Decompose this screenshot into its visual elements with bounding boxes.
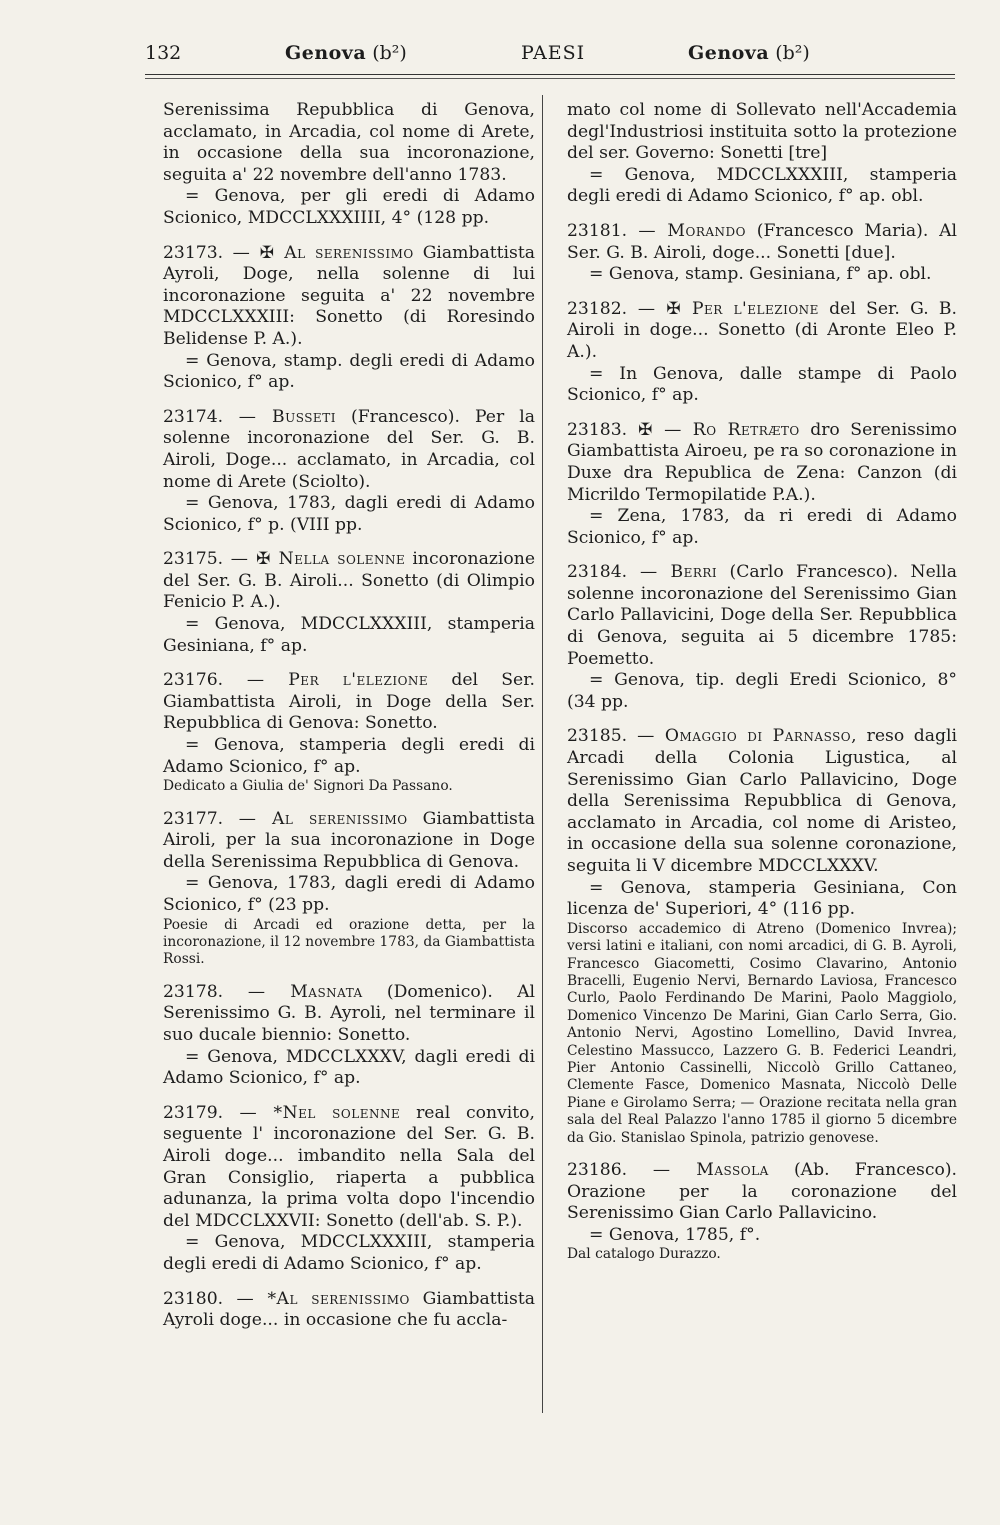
entry-heading: — *Al serenissimo bbox=[223, 1288, 410, 1309]
entry-title: Giambattista Ayroli doge... in occasione che fu accla- bbox=[163, 1288, 535, 1331]
header-right-title bbox=[688, 42, 810, 64]
entry-heading: — Morando bbox=[627, 220, 746, 241]
header-rule bbox=[145, 74, 955, 75]
entry-title: Giambattista Ayroli, Doge, nella solenne di lui incoronazione seguita a' 22 novembre MDCCLXXXIII: Sonetto (di Roresindo Belidense P. A.). bbox=[163, 242, 536, 349]
entry-number: 23181. bbox=[567, 220, 628, 241]
entry-text bbox=[163, 809, 535, 874]
entry-text bbox=[163, 982, 535, 1047]
entry-title: (Francesco). Per la solenne incoronazione del Ser. G. B. Airoli, Doge... acclamato, in Arcadia, col nome di Arete (Sciolto). bbox=[163, 406, 536, 492]
entry-title: del Ser. G. B. Airoli in doge... Sonetto (di Aronte Eleo P. A.). bbox=[567, 298, 957, 362]
entry-heading: — Omaggio di Parnasso, bbox=[627, 726, 858, 747]
entry-23181 bbox=[567, 221, 957, 286]
column-divider bbox=[542, 95, 543, 1413]
entry-heading: — Al serenissimo bbox=[223, 808, 408, 829]
entry-number: 23186. bbox=[567, 1160, 628, 1181]
entry-23186 bbox=[567, 1160, 957, 1264]
entry-text bbox=[567, 1160, 957, 1225]
entry-heading: — Per l'elezione bbox=[223, 670, 429, 691]
entry-imprint: = Genova, MDCCLXXXIII, stamperia Gesiniana, f° ap. bbox=[163, 614, 535, 656]
entry-imprint: = Genova, 1783, dagli eredi di Adamo Scionico, f° p. (VIII pp. bbox=[163, 493, 535, 535]
entry-heading: — *Nel solenne bbox=[223, 1102, 401, 1123]
entry-title: incoronazione del Ser. G. B. Airoli... Sonetto (di Olimpio Fenicio P. A.). bbox=[163, 549, 535, 613]
entry-heading: — Busseti bbox=[223, 406, 336, 427]
entry-title: (Domenico). Al Serenissimo G. B. Ayroli, nel terminare il suo ducale biennio: Sonetto. bbox=[163, 981, 535, 1045]
entry-imprint: = Genova, MDCCLXXXIII, stamperia degli eredi di Adamo Scionico, f° ap. obl. bbox=[567, 164, 957, 207]
entry-text bbox=[163, 243, 535, 351]
entry-title: (Carlo Francesco). Nella solenne incoronazione del Serenissimo Gian Carlo Pallavicini, Doge della Ser. Repubblica di Genova, seguita ai 5 dicembre 1785: Poemetto. bbox=[567, 562, 957, 669]
header-section: PAESI bbox=[521, 42, 586, 64]
entry-number: 23182. bbox=[567, 298, 628, 319]
entry-imprint: = Genova, 1785, f°. bbox=[589, 1224, 761, 1245]
entry-imprint: = Genova, 1783, dagli eredi di Adamo Scionico, f° (23 pp. bbox=[163, 873, 535, 915]
entry-title: real convito, seguente l' incoronazione del Ser. G. B. Airoli doge... imbandito nella Sala del Gran Consiglio, riaperta a pubblica adunanza, la prima volta dopo l'incendio del MDCCLXXVII: Sonetto (dell'ab. S. P.). bbox=[163, 1102, 535, 1231]
entry-note: Dedicato a Giulia de' Signori Da Passano. bbox=[163, 778, 453, 795]
entry-number: 23184. bbox=[567, 562, 628, 583]
entry-text bbox=[163, 407, 535, 493]
entry-note: Dal catalogo Durazzo. bbox=[567, 1246, 721, 1263]
entry-text bbox=[163, 670, 535, 735]
entry-heading: — ✠ Nella solenne bbox=[223, 549, 406, 570]
entry-number: 23177. bbox=[163, 808, 224, 829]
page-number: 132 bbox=[145, 42, 182, 64]
header-right-name: Genova bbox=[688, 42, 770, 64]
entry-note: Poesie di Arcadi ed orazione detta, per la incoronazione, il 12 novembre 1783, da Giambattista Rossi. bbox=[163, 916, 535, 968]
entry-23176 bbox=[163, 670, 535, 795]
header-left-title bbox=[285, 42, 407, 64]
entry-heading: — Masnata bbox=[223, 981, 363, 1002]
header-rule-thin bbox=[145, 78, 955, 79]
entry-number: 23178. bbox=[163, 981, 224, 1002]
entry-text bbox=[567, 299, 957, 364]
entry-continued bbox=[567, 100, 957, 208]
entry-23184 bbox=[567, 562, 957, 713]
entry-imprint: = Genova, tip. degli Eredi Scionico, 8° (34 pp. bbox=[567, 670, 957, 712]
entry-title: (Ab. Francesco). Orazione per la coronazione del Serenissimo Gian Carlo Pallavicino. bbox=[567, 1160, 957, 1224]
entry-text bbox=[163, 549, 535, 614]
header-left-name: Genova bbox=[285, 42, 367, 64]
entry-23175 bbox=[163, 549, 535, 657]
entry-number: 23175. bbox=[163, 549, 224, 570]
running-header bbox=[145, 42, 955, 72]
entry-number: 23176. bbox=[163, 670, 224, 691]
entry-heading: — Berri bbox=[627, 562, 718, 583]
entry-number: 23174. bbox=[163, 406, 224, 427]
entry-imprint: = Genova, stamperia Gesiniana, Con licenza de' Superiori, 4° (116 pp. bbox=[567, 877, 957, 920]
entry-23178 bbox=[163, 982, 535, 1090]
entry-text bbox=[163, 1103, 535, 1233]
entry-text bbox=[567, 221, 957, 264]
entry-title: reso dagli Arcadi della Colonia Ligustica, al Serenissimo Gian Carlo Pallavicino, Doge della Serenissima Repubblica di Genova, acclamato in Arcadia, col nome di Aristeo, in occasione della sua solenne coronazione, seguita li V dicembre MDCCLXXXV. bbox=[567, 726, 957, 876]
entry-title: Serenissima Repubblica di Genova, acclamato, in Arcadia, col nome di Arete, in occasione della sua incoronazione, seguita a' 22 novembre dell'anno 1783. bbox=[163, 100, 535, 185]
entry-number: 23185. bbox=[567, 726, 628, 747]
entry-23180 bbox=[163, 1289, 535, 1332]
entry-imprint: = Genova, stamperia degli eredi di Adamo Scionico, f° ap. bbox=[163, 735, 535, 777]
entry-imprint: = Genova, MDCCLXXXV, dagli eredi di Adamo Scionico, f° ap. bbox=[163, 1046, 535, 1089]
entry-number: 23179. bbox=[163, 1102, 224, 1123]
entry-title: Giambattista Airoli, per la sua incoronazione in Doge della Serenissima Repubblica di Genova. bbox=[163, 808, 535, 872]
entry-23183 bbox=[567, 420, 957, 550]
entry-heading: — ✠ Al serenissimo bbox=[223, 242, 414, 263]
entry-heading: — ✠ Per l'elezione bbox=[627, 298, 819, 319]
entry-text bbox=[163, 1289, 535, 1332]
entry-text bbox=[567, 420, 957, 506]
left-column bbox=[163, 100, 535, 1345]
entry-imprint: = Genova, stamp. Gesiniana, f° ap. obl. bbox=[589, 264, 932, 285]
entry-number: 23183. bbox=[567, 419, 628, 440]
entry-heading: ✠ — Ro Retræto bbox=[627, 419, 800, 440]
entry-23177 bbox=[163, 809, 535, 969]
entry-imprint: = Genova, MDCCLXXXIII, stamperia degli eredi di Adamo Scionico, f° ap. bbox=[163, 1232, 535, 1274]
entry-number: 23173. bbox=[163, 242, 224, 263]
entry-23179 bbox=[163, 1103, 535, 1276]
entry-title: dro Serenissimo Giambattista Airoeu, pe ra so coronazione in Duxe dra Republica de Zena: Canzon (di Micrildo Termopilatide P.A.). bbox=[567, 419, 957, 505]
entry-number: 23180. bbox=[163, 1288, 224, 1309]
entry-continued bbox=[163, 100, 535, 230]
entry-title: del Ser. Giambattista Airoli, in Doge della Ser. Repubblica di Genova: Sonetto. bbox=[163, 670, 535, 734]
entry-23182 bbox=[567, 299, 957, 407]
entry-imprint: = Genova, per gli eredi di Adamo Scionico, MDCCLXXXIIII, 4° (128 pp. bbox=[163, 186, 535, 228]
entry-imprint: = Zena, 1783, da ri eredi di Adamo Scionico, f° ap. bbox=[567, 506, 957, 548]
entry-title: mato col nome di Sollevato nell'Accademia degl'Industriosi instituita sotto la protezione del ser. Governo: Sonetti [tre] bbox=[567, 100, 957, 164]
header-left-sub: (b²) bbox=[366, 42, 407, 64]
entry-note: Discorso accademico di Atreno (Domenico Invrea); versi latini e italiani, con nomi arcadici, di G. B. Ayroli, Francesco Giacometti, Cosimo Clavarino, Antonio Bracelli, Eugenio Nervi, Bernardo Laviosa, Francesco Curlo, Paolo Ferdinando De Marini, Paolo Maggiolo, Domenico Vincenzo De Marini, Gian Carlo Serra, Gio. Antonio Nervi, Agostino Lomellino, David Invrea, Celestino Massucco, Lazzero G. B. Federici Leandri, Pier Antonio Cassinelli, Niccolò Grillo Cattaneo, Clemente Fasce, Domenico Masnata, Niccolò Delle Piane e Girolamo Serra; — Orazione recitata nella gran sala del Real Palazzo l'anno 1785 il giorno 5 dicembre da Gio. Stanislao Spinola, patrizio genovese. bbox=[567, 920, 957, 1146]
entry-title: (Francesco Maria). Al Ser. G. B. Airoli, doge... Sonetti [due]. bbox=[567, 220, 957, 263]
entry-heading: — Massola bbox=[627, 1160, 769, 1181]
header-right-sub: (b²) bbox=[769, 42, 810, 64]
entry-23173 bbox=[163, 243, 535, 394]
entry-imprint: = Genova, stamp. degli eredi di Adamo Scionico, f° ap. bbox=[163, 350, 535, 393]
entry-23174 bbox=[163, 407, 535, 537]
entry-text bbox=[567, 562, 957, 670]
entry-imprint: = In Genova, dalle stampe di Paolo Scionico, f° ap. bbox=[567, 363, 957, 406]
entry-23185 bbox=[567, 726, 957, 1147]
entry-text bbox=[567, 726, 957, 877]
right-column bbox=[567, 100, 957, 1277]
